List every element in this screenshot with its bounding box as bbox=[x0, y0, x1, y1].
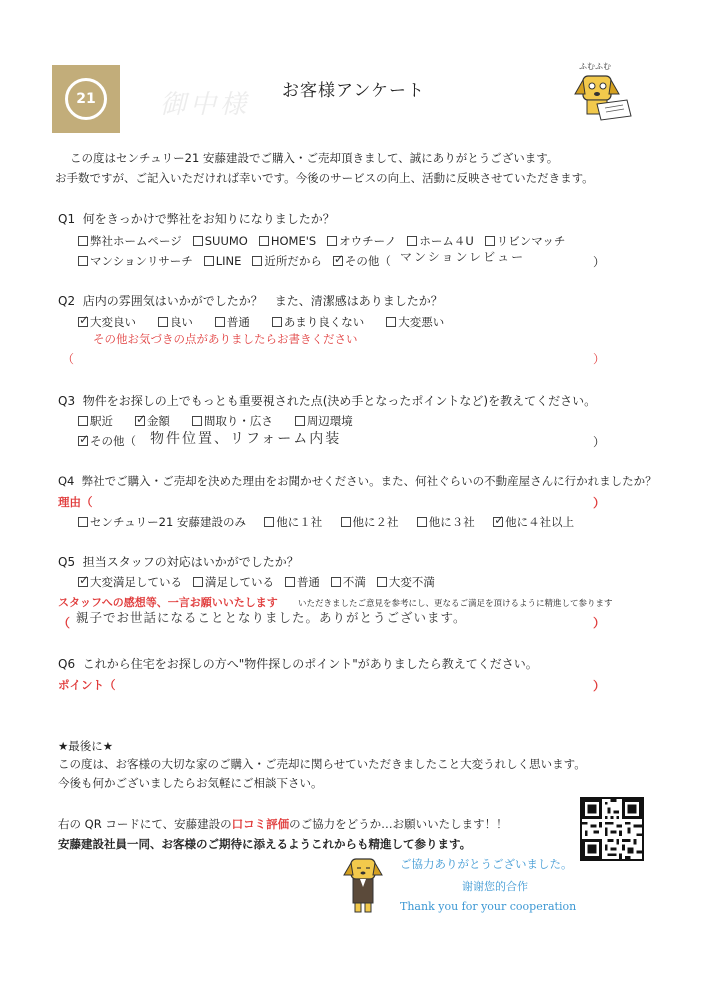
q3-option[interactable]: ✓ 金額 bbox=[135, 414, 170, 428]
checkbox[interactable] bbox=[272, 317, 282, 327]
q3-number: Q3 bbox=[58, 394, 76, 408]
q1-question bbox=[58, 210, 335, 227]
q3-options-row1 bbox=[78, 413, 353, 429]
checkbox[interactable] bbox=[285, 577, 295, 587]
q5-note-small: いただきましたご意見を参考にし、更なるご満足を頂けるように精進して参ります bbox=[298, 599, 613, 609]
checkbox[interactable] bbox=[417, 517, 427, 527]
q3-text: 物件をお探しの上でもっとも重要視された点(決め手となったポイントなど)を教えてください。 bbox=[82, 394, 597, 408]
q1-option[interactable]: リビンマッチ bbox=[485, 234, 566, 248]
q5-option[interactable]: 不満 bbox=[331, 575, 366, 589]
q1-option[interactable]: ホーム４U bbox=[407, 234, 473, 248]
q6-number: Q6 bbox=[58, 657, 76, 671]
q2-option[interactable]: ✓大変良い bbox=[78, 315, 136, 329]
q4-option[interactable]: センチュリー21 安藤建設のみ bbox=[78, 515, 246, 529]
page-title: お客様アンケート bbox=[282, 81, 425, 101]
q4-option[interactable]: ✓ 他に４社以上 bbox=[493, 515, 574, 529]
checkbox[interactable] bbox=[193, 577, 203, 587]
q2-text: 店内の雰囲気はいかがでしたか？ また、清潔感はありましたか？ bbox=[82, 294, 443, 308]
q1-options-row1 bbox=[78, 233, 565, 249]
q5-close-paren: ） bbox=[593, 616, 606, 630]
q1-handwritten-answer: マンションレビュー bbox=[400, 250, 526, 264]
intro-line-2: お手数ですが、ご記入いただければ幸いです。今後のサービスの向上、活動に反映させていただきます。 bbox=[55, 171, 594, 185]
checkbox[interactable] bbox=[377, 577, 387, 587]
q4-options bbox=[78, 514, 574, 530]
checkbox[interactable] bbox=[386, 317, 396, 327]
q6-close-paren: ） bbox=[593, 679, 606, 693]
q5-question bbox=[58, 553, 299, 570]
thanks-chinese: 谢谢您的合作 bbox=[462, 880, 528, 893]
intro-line-1: この度はセンチュリー21 安藤建設でご購入・ご売却頂きまして、誠にありがとうございます。 bbox=[70, 151, 559, 165]
q5-option[interactable]: ✓大変満足している bbox=[78, 575, 182, 589]
checkbox[interactable] bbox=[215, 317, 225, 327]
checkbox[interactable] bbox=[407, 236, 417, 246]
logo-text: 21 bbox=[76, 91, 96, 107]
q3-option[interactable]: 駅近 bbox=[78, 414, 113, 428]
q3-handwritten-answer: 物件位置、リフォーム内装 bbox=[150, 431, 342, 447]
checkbox[interactable] bbox=[78, 256, 88, 266]
q2-option[interactable]: 普通 bbox=[215, 315, 250, 329]
checkbox[interactable] bbox=[341, 517, 351, 527]
q4-number: Q4 bbox=[58, 474, 75, 488]
checkbox[interactable] bbox=[78, 517, 88, 527]
checkbox[interactable] bbox=[193, 236, 203, 246]
closing-bold-line: 安藤建設社員一同、お客様のご期待に添えるようこれからも精進して参ります。 bbox=[58, 837, 472, 851]
closing-line-1: この度は、お客様の大切な家のご購入・ご売却に関らせていただきましたこと大変うれしく思います。 bbox=[58, 757, 586, 771]
thanks-english: Thank you for your cooperation bbox=[400, 900, 577, 913]
checkbox[interactable] bbox=[192, 416, 202, 426]
q1-option[interactable]: SUUMO bbox=[193, 234, 248, 248]
q4-option[interactable]: 他に２社 bbox=[341, 515, 399, 529]
q1-option[interactable]: オウチーノ bbox=[327, 234, 396, 248]
checkbox[interactable] bbox=[485, 236, 495, 246]
closing-heading: ★最後に★ bbox=[58, 739, 114, 753]
checkbox[interactable] bbox=[252, 256, 262, 266]
q5-open-paren: （ bbox=[58, 616, 71, 630]
checkbox-checked[interactable] bbox=[333, 256, 343, 266]
q2-options bbox=[78, 314, 444, 330]
q4-option[interactable]: 他に３社 bbox=[417, 515, 475, 529]
q1-options-row2 bbox=[78, 253, 391, 269]
q5-handwritten-answer: 親子でお世話になることとなりました。ありがとうございます。 bbox=[76, 610, 467, 625]
q3-option[interactable]: 周辺環境 bbox=[295, 414, 353, 428]
checkbox[interactable] bbox=[259, 236, 269, 246]
q6-text: これから住宅をお探しの方へ"物件探しのポイント"がありましたら教えてください。 bbox=[82, 657, 538, 671]
q4-question bbox=[58, 473, 657, 489]
checkbox-checked[interactable] bbox=[493, 517, 503, 527]
qr-request-line bbox=[58, 816, 508, 833]
q1-option[interactable]: 弊社ホームページ bbox=[78, 234, 182, 248]
q2-option[interactable]: 良い bbox=[158, 315, 193, 329]
q3-close-paren: ） bbox=[593, 435, 606, 449]
review-highlight: 口コミ評価 bbox=[231, 817, 290, 831]
q4-close-paren: ） bbox=[593, 496, 606, 510]
checkbox-checked[interactable] bbox=[78, 436, 88, 446]
q1-option[interactable]: HOME'S bbox=[259, 234, 316, 248]
q6-point-label: ポイント（ bbox=[58, 678, 116, 692]
checkbox[interactable] bbox=[327, 236, 337, 246]
q2-note: その他お気づきの点がありましたらお書きください bbox=[93, 332, 358, 346]
closing-line-2: 今後も何かございましたらお気軽にご相談下さい。 bbox=[58, 776, 323, 790]
q6-question bbox=[58, 655, 538, 672]
qr-code-icon[interactable] bbox=[580, 797, 644, 861]
q1-text: 何をきっかけで弊社をお知りになりましたか？ bbox=[82, 212, 335, 226]
q5-option[interactable]: 普通 bbox=[285, 575, 320, 589]
checkbox[interactable] bbox=[204, 256, 214, 266]
q2-question bbox=[58, 292, 443, 309]
qr-request-pre: 右の QR コードにて、安藤建設の bbox=[58, 817, 232, 831]
q5-number: Q5 bbox=[58, 555, 76, 569]
q5-option[interactable]: 大変不満 bbox=[377, 575, 435, 589]
faint-stamp-text: 御中様 bbox=[160, 90, 251, 120]
q3-option[interactable]: 間取り・広さ bbox=[192, 414, 273, 428]
q1-number: Q1 bbox=[58, 212, 76, 226]
q5-option[interactable]: 満足している bbox=[193, 575, 274, 589]
checkbox-checked[interactable] bbox=[78, 577, 88, 587]
q5-text: 担当スタッフの対応はいかがでしたか？ bbox=[82, 555, 299, 569]
q5-options bbox=[78, 574, 435, 590]
q4-option[interactable]: 他に１社 bbox=[264, 515, 322, 529]
checkbox[interactable] bbox=[331, 577, 341, 587]
q3-question bbox=[58, 392, 596, 409]
q2-close-paren: ） bbox=[593, 352, 606, 366]
q3-option-other[interactable]: ✓その他（ bbox=[78, 433, 136, 449]
q2-option[interactable]: 大変悪い bbox=[386, 315, 444, 329]
qr-request-post: のご協力をどうか…お願いいたします！！ bbox=[289, 817, 508, 831]
dog-mascot-bowing-icon bbox=[340, 855, 386, 915]
q2-number: Q2 bbox=[58, 294, 76, 308]
q1-option[interactable]: LINE bbox=[204, 254, 242, 268]
checkbox[interactable] bbox=[295, 416, 305, 426]
q2-option[interactable]: あまり良くない bbox=[272, 315, 365, 329]
q1-option[interactable]: 近所だから bbox=[252, 254, 322, 268]
checkbox[interactable] bbox=[78, 236, 88, 246]
q4-text: 弊社でご購入・ご売却を決めた理由をお聞かせください。また、何社ぐらいの不動産屋さんに行かれましたか？ bbox=[81, 474, 657, 488]
checkbox[interactable] bbox=[158, 317, 168, 327]
dog-mascot-reading-icon bbox=[565, 60, 635, 126]
checkbox-checked[interactable] bbox=[135, 416, 145, 426]
checkbox[interactable] bbox=[78, 416, 88, 426]
q1-close-paren: ） bbox=[593, 255, 606, 269]
q1-option[interactable]: マンションリサーチ bbox=[78, 254, 193, 268]
q1-option-other[interactable]: ✓ その他（ bbox=[333, 254, 391, 268]
checkbox[interactable] bbox=[264, 517, 274, 527]
q4-reason-label: 理由（ bbox=[58, 495, 93, 509]
q2-open-paren: （ bbox=[62, 352, 75, 366]
q5-note: スタッフへの感想等、一言お願いいたします bbox=[58, 596, 278, 609]
checkbox-checked[interactable] bbox=[78, 317, 88, 327]
mascot-caption: ふむふむ bbox=[579, 62, 611, 71]
thanks-japanese: ご協力ありがとうございました。 bbox=[400, 857, 573, 871]
